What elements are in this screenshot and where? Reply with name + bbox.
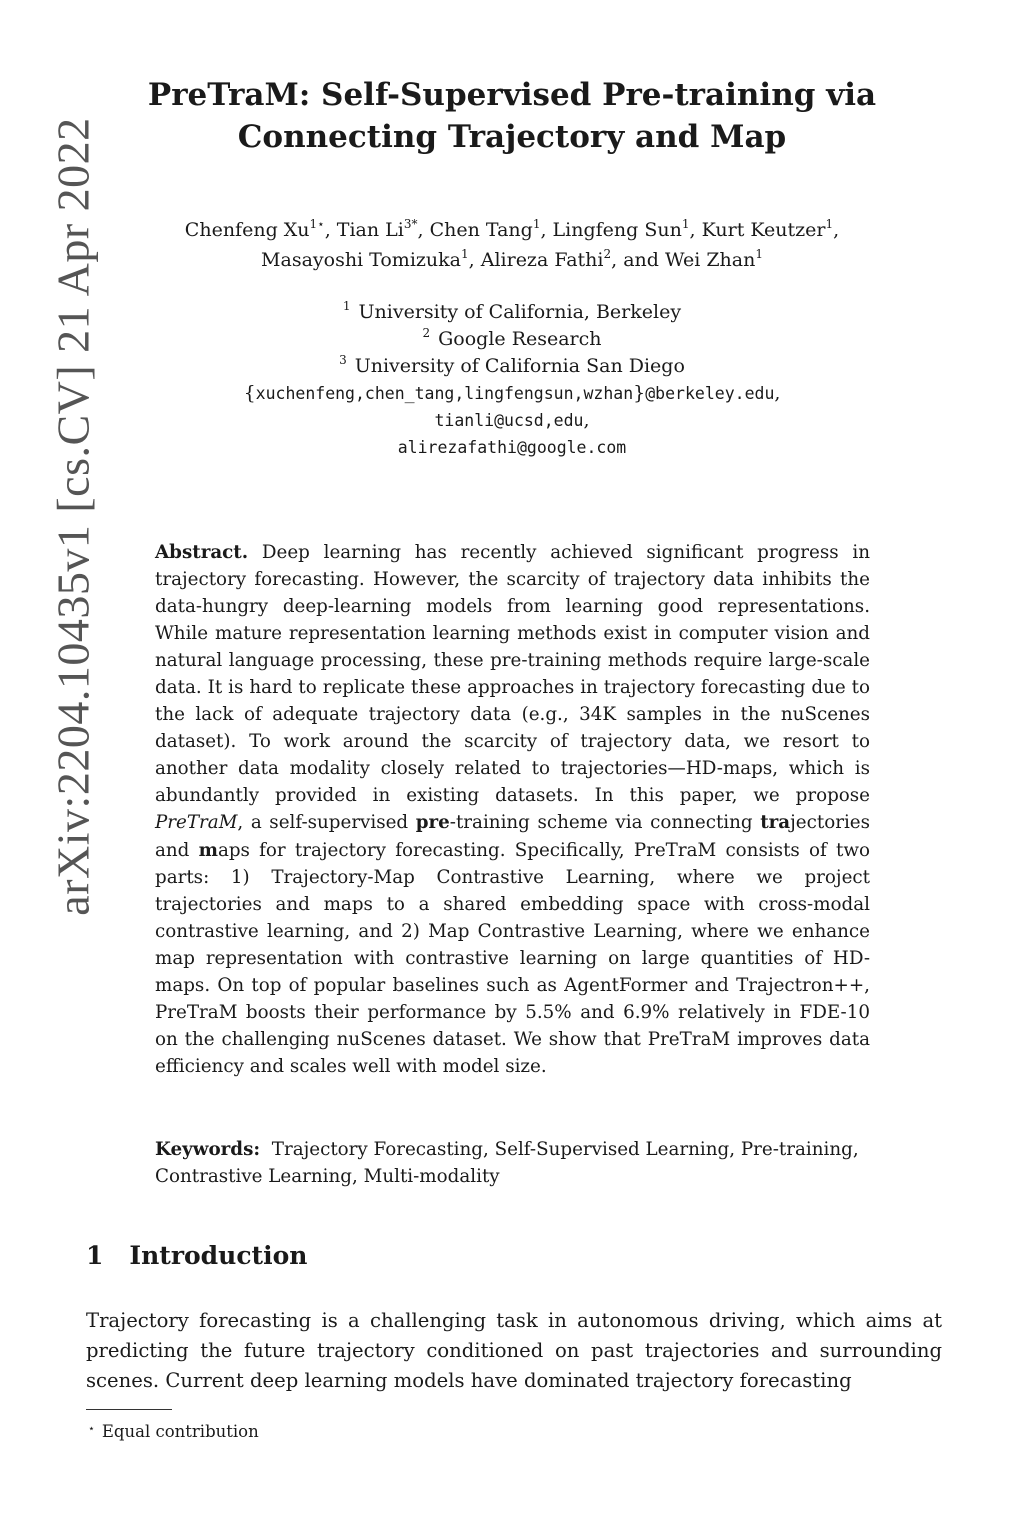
keywords-text: Trajectory Forecasting, Self-Supervised Learning, Pre-training, Contrastive Learning, Multi-modality [155,1139,859,1187]
author: Wei Zhan$^1$ [664,247,763,271]
author: Alireza Fathi$^2$, and [480,247,665,271]
email-names: xuchenfeng,chen_tang,lingfengsun,wzhan [255,384,634,403]
author: Kurt Keutzer$^1$, [701,217,840,241]
affiliations [0,299,1024,461]
section-title: Introduction [129,1241,308,1270]
footnote-text: Equal contribution [101,1422,259,1441]
email-line [0,434,1024,461]
affiliation: $^1$ University of California, Berkeley [342,299,682,323]
email-line: tianli@ucsd,edu, [434,409,590,431]
arxiv-stamp [36,83,110,949]
footnote-rule [86,1409,172,1410]
title-line-1: PreTraM: Self-Supervised Pre-training via [147,77,877,113]
email-address: alirezafathi@google.com [397,438,627,457]
section-number: 1 [86,1241,104,1270]
author-list [0,215,1024,275]
affiliation: $^3$ University of California San Diego [339,353,685,377]
section-heading [86,1241,307,1270]
keywords [155,1136,915,1190]
author: Tian $Li^{3*}$, [336,217,430,241]
abstract-label: Abstract. [155,542,249,563]
author: Masayoshi Tomizuka$^1$, [261,247,481,271]
footnote: ⋆ Equal contribution [88,1422,259,1441]
keywords-label: Keywords: [155,1139,261,1160]
author: Lingfeng Sun$^1$, [552,217,702,241]
affiliation: $^2$ Google Research [422,326,602,350]
author: Chen Tang$^1$, [429,217,553,241]
arxiv-stamp-text: arXiv:2204.10435v1 [cs.CV] 21 Apr 2022 [47,116,99,916]
paper-title [0,74,1024,158]
author: Chenfeng $Xu^{1⋆}$, [184,217,337,241]
method-name: PreTraM [155,812,238,834]
email-line: {xuchenfeng,chen_tang,lingfengsun,wzhan}@berkeley.edu, [243,382,781,404]
intro-paragraph: Trajectory forecasting is a challenging task in autonomous driving, which aims at predicting the future trajectory conditioned on past trajectories and surrounding scenes. Current deep learning models have dominated trajectory forecasting [86,1309,942,1392]
title-line-2: Connecting Trajectory and Map [237,119,787,155]
email-domain: @berkeley.edu [645,384,775,403]
email-address: tianli@ucsd,edu [434,411,584,430]
abstract: Abstract. Deep learning has recently achieved significant progress in trajectory forecasting. However, the scarcity of trajectory data inhibits the data-hungry deep-learning models from learning good representations. While mature representation learning methods exist in computer vision and natural language processing, these pre-training methods require large-scale data. It is hard to replicate these approaches in trajectory forecasting due to the lack of adequate trajectory data (e.g., 34K samples in the nuScenes dataset). To work around the scarcity of trajectory data, we resort to another data modality closely related to trajectories—HD-maps, which is abundantly provided in existing datasets. In this paper, we propose PreTraM, a self-supervised pre-training scheme via connecting trajectories and maps for trajectory forecasting. Specifically, PreTraM consists of two parts: 1) Trajectory-Map Contrastive Learning, where we project trajectories and maps to a shared embedding space with cross-modal contrastive learning, and 2) Map Contrastive Learning, where we enhance map representation with contrastive learning on large quantities of HD-maps. On top of popular baselines such as AgentFormer and Trajectron++, PreTraM boosts their performance by 5.5% and 6.9% relatively in FDE-10 on the challenging nuScenes dataset. We show that PreTraM improves data efficiency and scales well with model size. [155,542,870,1077]
